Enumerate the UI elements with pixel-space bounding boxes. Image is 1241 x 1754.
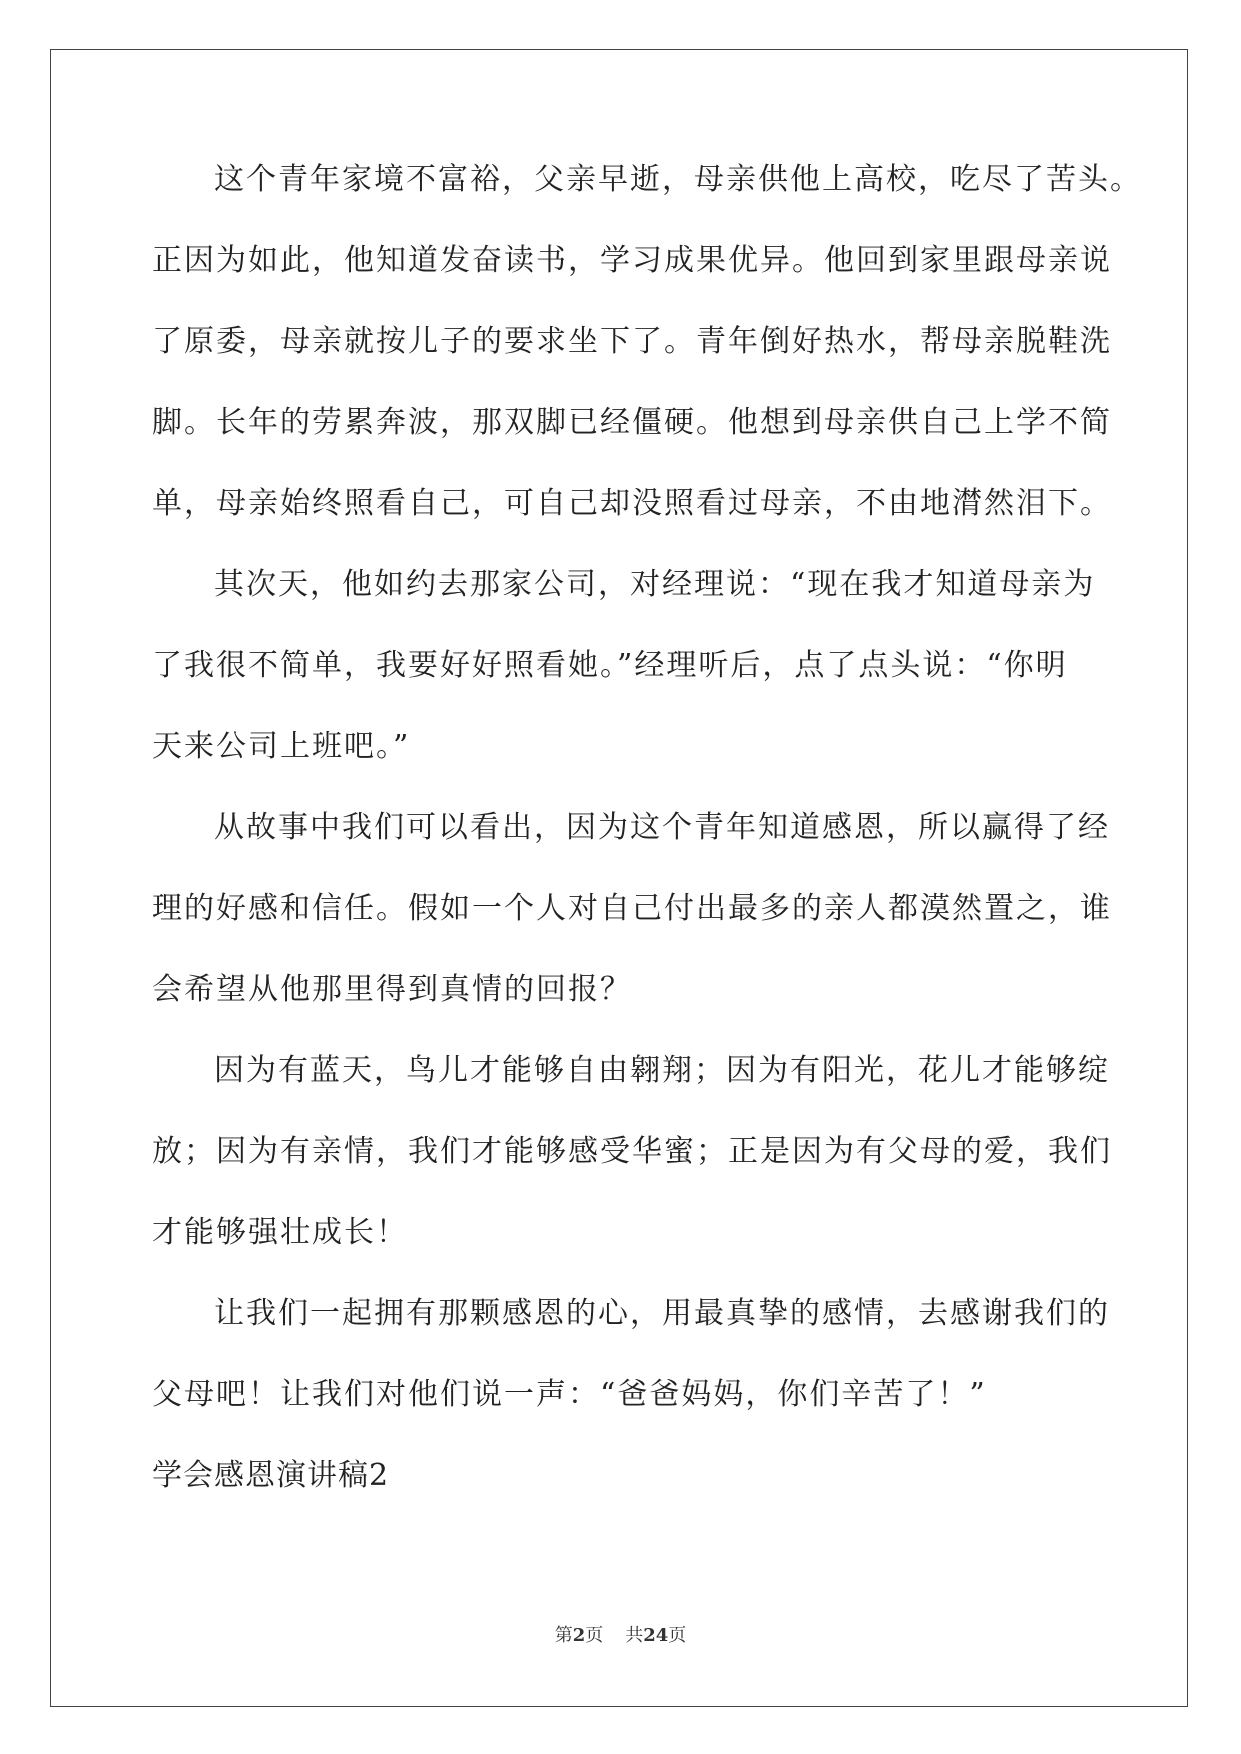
paragraph-line: 因为有蓝天，鸟儿才能够自由翱翔；因为有阳光，花儿才能够绽 xyxy=(214,1053,1110,1088)
paragraph-line: 了原委，母亲就按儿子的要求坐下了。青年倒好热水，帮母亲脱鞋洗 xyxy=(152,324,1112,359)
total-label-suffix: 页 xyxy=(668,1625,687,1646)
page-number: 2 xyxy=(572,1625,586,1646)
page-label-prefix: 第 xyxy=(554,1625,573,1646)
paragraph-line: 才能够强壮成长！ xyxy=(152,1215,408,1250)
paragraph xyxy=(152,1294,1110,1456)
paragraph-line: 正因为如此，他知道发奋读书，学习成果优异。他回到家里跟母亲说 xyxy=(152,243,1112,278)
paragraph-line: 脚。长年的劳累奔波，那双脚已经僵硬。他想到母亲供自己上学不简 xyxy=(152,405,1112,440)
page-label-suffix: 页 xyxy=(585,1625,604,1646)
paragraph xyxy=(152,808,1112,1051)
paragraph-line: 了我很不简单，我要好好照看她。”经理听后，点了点头说：“你明 xyxy=(152,648,1068,683)
total-label-prefix: 共 xyxy=(625,1625,644,1646)
paragraph-line: 让我们一起拥有那颗感恩的心，用最真挚的感情，去感谢我们的 xyxy=(214,1296,1110,1331)
paragraph-line: 理的好感和信任。假如一个人对自己付出最多的亲人都漠然置之，谁 xyxy=(152,891,1112,926)
paragraph-line: 天来公司上班吧。” xyxy=(152,729,411,764)
document-body xyxy=(152,160,1142,1537)
total-pages: 24 xyxy=(643,1625,669,1646)
paragraph-line: 这个青年家境不富裕，父亲早逝，母亲供他上高校，吃尽了苦头。 xyxy=(214,162,1142,197)
paragraph-line: 其次天，他如约去那家公司，对经理说：“现在我才知道母亲为 xyxy=(214,567,1096,602)
paragraph-line: 父母吧！让我们对他们说一声：“爸爸妈妈，你们辛苦了！” xyxy=(152,1377,987,1412)
paragraph-line: 放；因为有亲情，我们才能够感受华蜜；正是因为有父母的爱，我们 xyxy=(152,1134,1112,1169)
paragraph-line: 会希望从他那里得到真情的回报？ xyxy=(152,972,632,1007)
paragraph xyxy=(152,160,1142,565)
paragraph-line: 单，母亲始终照看自己，可自己却没照看过母亲，不由地潸然泪下。 xyxy=(152,486,1112,521)
paragraph xyxy=(152,565,1096,808)
paragraph-line: 从故事中我们可以看出，因为这个青年知道感恩，所以赢得了经 xyxy=(214,810,1110,845)
page-footer xyxy=(0,1621,1241,1647)
paragraph xyxy=(152,1051,1112,1294)
section-heading: 学会感恩演讲稿2 xyxy=(152,1458,390,1493)
